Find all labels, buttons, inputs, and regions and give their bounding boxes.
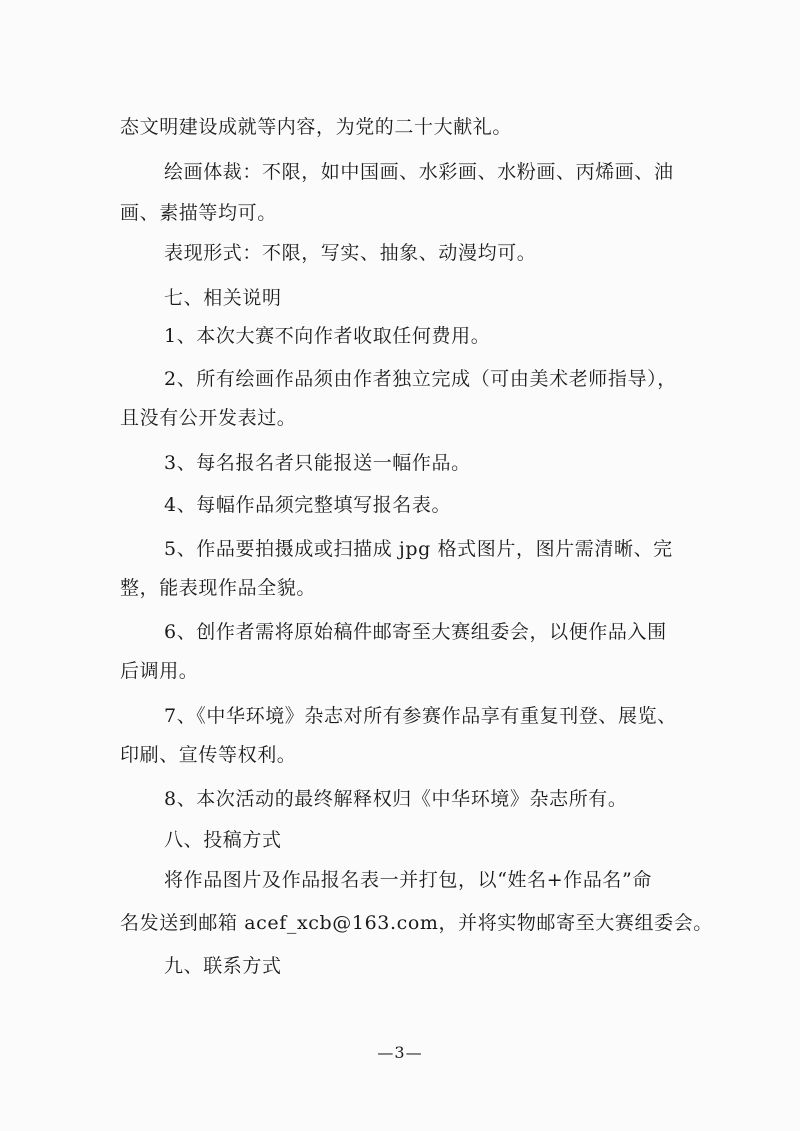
- text-line-8: 且没有公开发表过。: [120, 407, 297, 429]
- text-line-3: 画、素描等均可。: [120, 202, 277, 224]
- text-line-11: 5、作品要拍摄成或扫描成 jpg 格式图片，图片需清晰、完: [164, 538, 673, 560]
- text-line-15: 7、《中华环境》杂志对所有参赛作品享有重复刊登、展览、: [164, 705, 677, 727]
- text-line-12: 整，能表现作品全貌。: [120, 577, 317, 599]
- text-line-10: 4、每幅作品须完整填写报名表。: [164, 494, 452, 516]
- text-line-9: 3、每名报名者只能报送一幅作品。: [164, 452, 471, 474]
- text-line-14: 后调用。: [120, 660, 199, 682]
- text-line-4: 表现形式：不限，写实、抽象、动漫均可。: [164, 242, 537, 264]
- text-line-20: 名发送到邮箱 acef_xcb@163.com，并将实物邮寄至大赛组委会。: [120, 912, 713, 934]
- text-line-19: 将作品图片及作品报名表一并打包，以“姓名+作品名”命: [164, 869, 652, 891]
- text-line-2: 绘画体裁：不限，如中国画、水彩画、水粉画、丙烯画、油: [164, 161, 674, 183]
- text-line-16: 印刷、宣传等权利。: [120, 744, 297, 766]
- section-heading-eight: 八、投稿方式: [164, 829, 282, 851]
- text-line-6: 1、本次大赛不向作者收取任何费用。: [164, 325, 491, 347]
- text-line-17: 8、本次活动的最终解释权归《中华环境》杂志所有。: [164, 788, 628, 810]
- section-heading-seven: 七、相关说明: [164, 287, 282, 309]
- page-number: —3—: [377, 1043, 423, 1062]
- section-heading-nine: 九、联系方式: [164, 955, 282, 977]
- text-line-1: 态文明建设成就等内容，为党的二十大献礼。: [120, 116, 513, 138]
- text-line-7: 2、所有绘画作品须由作者独立完成（可由美术老师指导），: [164, 368, 677, 390]
- text-line-13: 6、创作者需将原始稿件邮寄至大赛组委会，以便作品入围: [164, 621, 667, 643]
